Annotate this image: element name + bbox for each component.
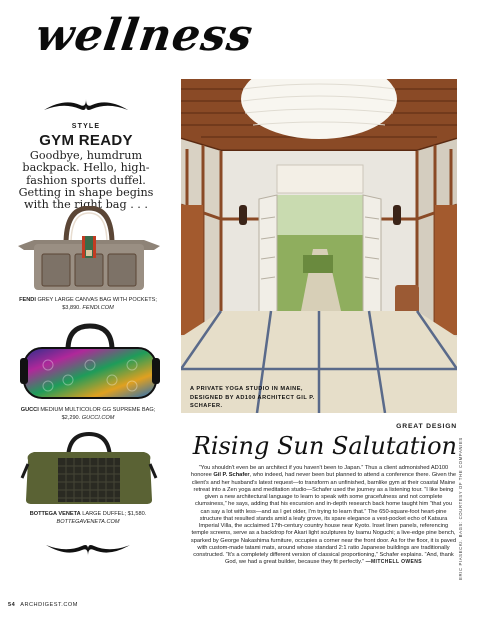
gucci-desc: MEDIUM MULTICOLOR GG SUPREME BAG; $2,290.: [40, 407, 156, 421]
body-bold-name: Gil P. Schafer: [213, 472, 250, 479]
fendi-caption: [18, 296, 158, 312]
gucci-brand: GUCCI: [20, 407, 39, 413]
yoga-studio-photo: [181, 79, 457, 413]
page-number: 54: [8, 602, 16, 608]
fendi-brand: FENDI: [19, 297, 36, 303]
photo-caption: A PRIVATE YOGA STUDIO IN MAINE, DESIGNED BY AD100 ARCHITECT GIL P. SCHAFER.: [190, 386, 315, 409]
bottega-bag-image: [20, 430, 158, 506]
photo-credit: ERIC PIASECKI. BAGS: COURTESY OF THE COMPANIES: [458, 437, 463, 580]
site-url: ARCHDIGEST.COM: [20, 602, 78, 608]
bottega-caption: [18, 510, 158, 526]
footer: [8, 602, 78, 608]
byline: —MITCHELL OWENS: [365, 559, 423, 566]
gucci-url: GUCCI.COM: [81, 415, 115, 421]
article-body: [190, 465, 457, 567]
style-label: STYLE: [71, 123, 101, 130]
ornament-bottom-icon: [44, 541, 132, 559]
gucci-bag-image: [18, 320, 162, 404]
article-headline: Rising Sun Salutation: [192, 432, 457, 460]
fendi-bag-image: [14, 206, 164, 294]
gucci-caption: [20, 406, 156, 422]
fendi-desc: GREY LARGE CANVAS BAG WITH POCKETS; $3,890.: [37, 297, 157, 311]
bottega-brand: BOTTEGA VENETA: [29, 511, 81, 517]
article-kicker: GREAT DESIGN: [396, 423, 457, 430]
body-text-2: , who indeed, had never been but planned to attend a conference there. Given the client's and her husband's latest request—to transform an unfinished, barnlike gym at their coastal Maine retreat into a Zen yoga and meditation studio—Schafer used the journey as a listening tour. “I like being given a new architectural language to learn to speak with some gracefulness and not complete clumsiness,” he says, adding that his excursion and in-depth research back home taught him “that you can say a lot with less—and as I get older, I'm trying to learn that.” The 650-square-foot heart-pine structure that resulted stands amid a leafy grove, its spare elegance a vest-pocket echo of Katsura Imperial Villa, the acclaimed 17th-century country house near Kyoto. Inset linen panels, referencing temple screens, serve as a backdrop for Akari light sculptures by Isamu Noguchi; a live-edge pine bench, sparked by George Nakashima furniture, occupies a corner near the front door. As for the floor, it is paved with custom-made tatami mats, around whose standard 2:1 ratio Japanese buildings are traditionally constructed. “It's a completely different version of classical proportioning,” Schafer explains. “And, thank God, we had a great builder, because they fit perfectly.”: [190, 472, 457, 566]
body-text-1: “You shouldn't even be an architect if you haven't been to Japan.” Thus a client admonished AD100 honoree: [190, 465, 449, 479]
ornament-top-icon: [42, 96, 130, 114]
bottega-desc: LARGE DUFFEL; $1,580.: [82, 511, 147, 517]
fendi-url: FENDI.COM: [82, 305, 114, 311]
section-title: wellness: [32, 10, 257, 61]
sidebar-headline: GYM READY: [39, 132, 133, 149]
bottega-url: BOTTEGAVENETA.COM: [56, 519, 120, 525]
sidebar-deck: Goodbye, humdrum backpack. Hello, high-fashion sports duffel. Getting in shape begins with the right bag . . .: [18, 149, 154, 212]
